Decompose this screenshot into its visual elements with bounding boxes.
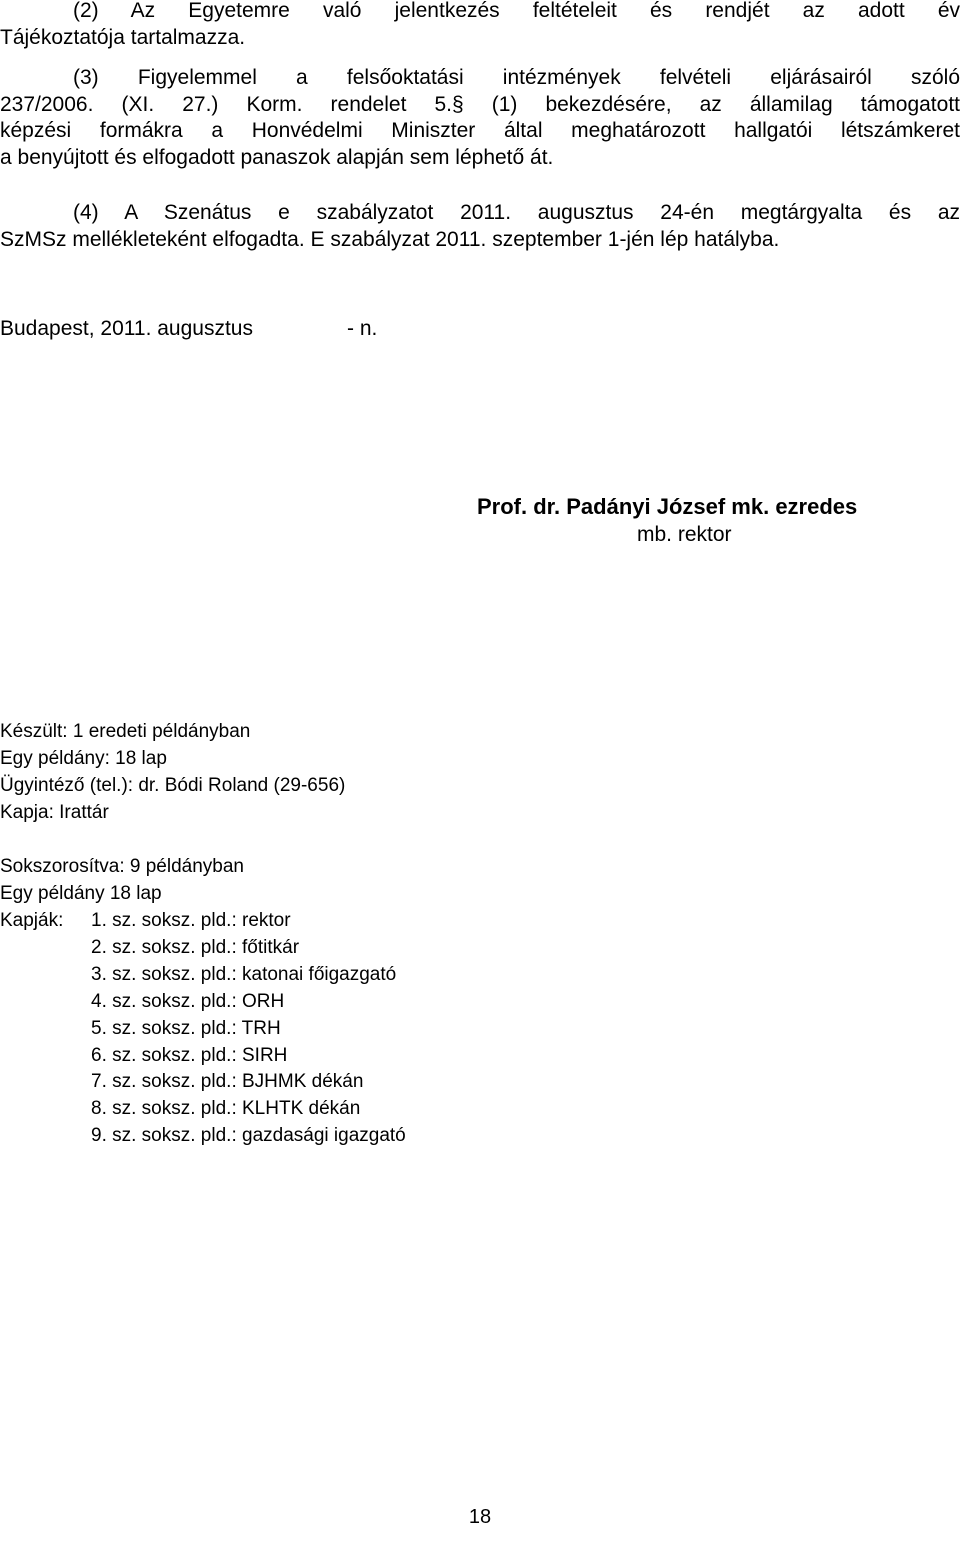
paragraph-4-line-1: (4) A Szenátus e szabályzatot 2011. augusztus 24-én megtárgyalta és az (73, 201, 960, 224)
signatory-name: Prof. dr. Padányi József mk. ezredes (477, 494, 858, 519)
record-receiver: Kapja: Irattár (0, 802, 109, 823)
list-item: 3. sz. soksz. pld.: katonai főigazgató (91, 964, 397, 985)
record-officer: Ügyintéző (tel.): dr. Bódi Roland (29-656) (0, 775, 346, 796)
list-item: 7. sz. soksz. pld.: BJHMK dékán (91, 1071, 364, 1092)
copies-count: Sokszorosítva: 9 példányban (0, 856, 244, 877)
place-date: Budapest, 2011. augusztus (0, 317, 253, 340)
paragraph-3 (0, 65, 960, 171)
paragraph-3-line-3: képzési formákra a Honvédelmi Miniszter által meghatározott hallgatói létszámkeret (0, 119, 960, 142)
paragraph-3-line-4: a benyújtott és elfogadott panaszok alapján sem léphető át. (0, 145, 554, 169)
list-item: 2. sz. soksz. pld.: főtitkár (91, 937, 300, 958)
paragraph-4 (0, 200, 960, 253)
list-item: 5. sz. soksz. pld.: TRH (91, 1018, 281, 1039)
record-made: Készült: 1 eredeti példányban (0, 721, 251, 742)
paragraph-2-line-1: (2) Az Egyetemre való jelentkezés feltételeit és rendjét az adott év (73, 0, 960, 22)
signatory-title: mb. rektor (637, 523, 732, 546)
list-item: 1. sz. soksz. pld.: rektor (91, 910, 291, 931)
list-item: 9. sz. soksz. pld.: gazdasági igazgató (91, 1125, 406, 1146)
paragraph-2-line-2: Tájékoztatója tartalmazza. (0, 25, 246, 49)
paragraph-3-line-2: 237/2006. (XI. 27.) Korm. rendelet 5.§ (1) bekezdésére, az államilag támogatott (0, 92, 960, 116)
paragraph-2 (0, 0, 960, 51)
date-day-suffix: - n. (347, 317, 378, 340)
copies-copy: Egy példány 18 lap (0, 883, 162, 904)
paragraph-4-line-2: SzMSz mellékleteként elfogadta. E szabályzat 2011. szeptember 1-jén lép hatályba. (0, 227, 780, 251)
copies-label: Kapják: (0, 910, 64, 931)
list-item: 8. sz. soksz. pld.: KLHTK dékán (91, 1098, 361, 1119)
list-item: 4. sz. soksz. pld.: ORH (91, 991, 285, 1012)
record-copy: Egy példány: 18 lap (0, 748, 167, 769)
page-number: 18 (468, 1506, 492, 1528)
list-item: 6. sz. soksz. pld.: SIRH (91, 1045, 288, 1066)
paragraph-3-line-1: (3) Figyelemmel a felsőoktatási intézmények felvételi eljárásairól szóló (73, 66, 960, 89)
